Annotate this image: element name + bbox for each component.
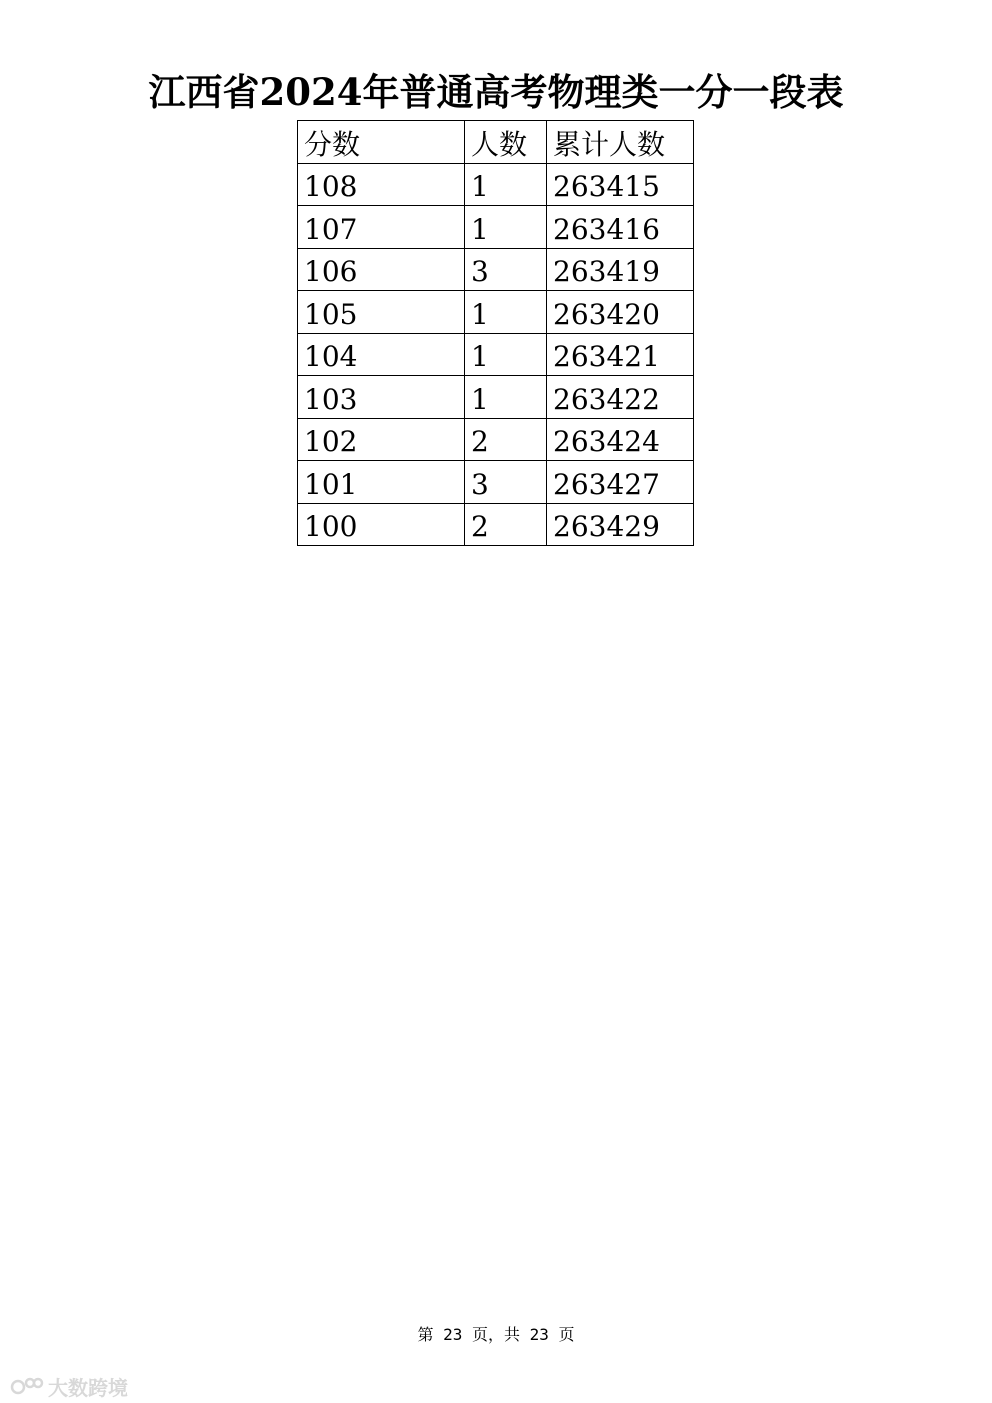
score-cell: 104: [298, 333, 465, 376]
table-row: [298, 461, 694, 504]
score-cell: 101: [298, 461, 465, 504]
page-footer: 第 23 页，共 23 页: [417, 1325, 575, 1344]
table-row: [298, 291, 694, 334]
logo-icon: [10, 1375, 44, 1399]
cumulative-cell: 263420: [547, 291, 694, 334]
table-row: [298, 376, 694, 419]
score-cell: 106: [298, 248, 465, 291]
count-cell: 2: [465, 418, 547, 461]
cumulative-cell: 263429: [547, 503, 694, 546]
table-row: [298, 503, 694, 546]
count-cell: 3: [465, 248, 547, 291]
column-header-cumulative: 累计人数: [547, 121, 694, 164]
count-cell: 3: [465, 461, 547, 504]
table-row: [298, 163, 694, 206]
count-cell: 1: [465, 333, 547, 376]
score-cell: 102: [298, 418, 465, 461]
table-row: [298, 206, 694, 249]
score-cell: 105: [298, 291, 465, 334]
count-cell: 2: [465, 503, 547, 546]
score-cell: 107: [298, 206, 465, 249]
count-cell: 1: [465, 163, 547, 206]
table-row: [298, 333, 694, 376]
count-cell: 1: [465, 376, 547, 419]
cumulative-cell: 263415: [547, 163, 694, 206]
cumulative-cell: 263424: [547, 418, 694, 461]
count-cell: 1: [465, 291, 547, 334]
cumulative-cell: 263427: [547, 461, 694, 504]
column-header-count: 人数: [465, 121, 547, 164]
page-title: 江西省2024年普通高考物理类一分一段表: [148, 70, 844, 114]
watermark-text: 大数跨境: [48, 1376, 128, 1400]
cumulative-cell: 263416: [547, 206, 694, 249]
cumulative-cell: 263421: [547, 333, 694, 376]
cumulative-cell: 263419: [547, 248, 694, 291]
score-table: [297, 120, 694, 546]
watermark: [10, 1372, 128, 1401]
score-cell: 108: [298, 163, 465, 206]
table-row: [298, 418, 694, 461]
count-cell: 1: [465, 206, 547, 249]
cumulative-cell: 263422: [547, 376, 694, 419]
table-header-row: [298, 121, 694, 164]
column-header-score: 分数: [298, 121, 465, 164]
table-row: [298, 248, 694, 291]
score-cell: 103: [298, 376, 465, 419]
score-cell: 100: [298, 503, 465, 546]
